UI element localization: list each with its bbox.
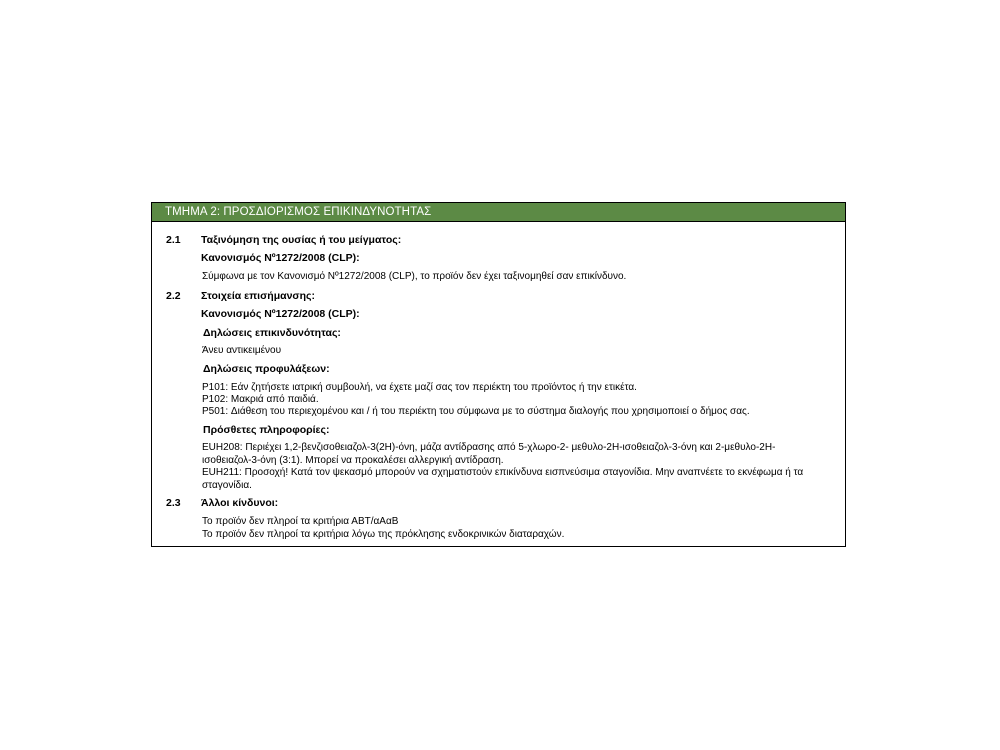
statement-euh208: EUH208: Περιέχει 1,2-βενζισοθειαζολ-3(2Η)-όνη, μάζα αντίδρασης από 5-χλωρο-2- μεθυλο-2Η-ισοθειαζολ-3-όνη και 2-μεθυλο-2Η-ισοθειαζολ-3-όνη (3:1). Μπορεί να προκαλέσει αλλεργική αντίδραση.	[202, 442, 776, 466]
statement-p102: P102: Μακριά από παιδιά.	[202, 394, 319, 405]
statement-p101: P101: Εάν ζητήσετε ιατρική συμβουλή, να έχετε μαζί σας τον περιέκτη του προϊόντος ή την ετικέτα.	[202, 382, 637, 393]
statement-p501: P501: Διάθεση του περιεχομένου και / ή του περιέκτη του σύμφωνα με το σύστημα διαλογής που χρησιμοποιεί ο δήμος σας.	[202, 406, 750, 417]
heading-other-hazards: Άλλοι κίνδυνοι:	[201, 497, 279, 509]
other-hazards-line-1: Το προϊόν δεν πληροί τα κριτήρια ΑΒΤ/αΑαΒ	[202, 516, 399, 527]
hazard-statements-text: Άνευ αντικειμένου	[202, 345, 282, 356]
section-title: ΤΜΗΜΑ 2: ΠΡΟΣΔΙΟΡΙΣΜΟΣ ΕΠΙΚΙΝΔΥΝΟΤΗΤΑΣ	[152, 203, 845, 222]
section-number-2-2: 2.2	[166, 290, 181, 302]
additional-info-heading: Πρόσθετες πληροφορίες:	[203, 424, 330, 436]
section-number-2-3: 2.3	[166, 497, 181, 509]
section-number-2-1: 2.1	[166, 234, 181, 246]
classification-text: Σύμφωνα με τον Κανονισμό Nº1272/2008 (CLP), το προϊόν δεν έχει ταξινομηθεί σαν επικίνδυνο.	[202, 271, 627, 282]
heading-label-elements: Στοιχεία επισήμανσης:	[201, 290, 315, 302]
other-hazards-line-2: Το προϊόν δεν πληροί τα κριτήρια λόγω της πρόκλησης ενδοκρινικών διαταραχών.	[202, 529, 565, 540]
sds-section-2	[151, 202, 846, 547]
regulation-label-2: Κανονισμός Nº1272/2008 (CLP):	[201, 308, 360, 320]
precautionary-statements-heading: Δηλώσεις προφυλάξεων:	[203, 363, 330, 375]
regulation-label-1: Κανονισμός Nº1272/2008 (CLP):	[201, 252, 360, 264]
heading-classification: Ταξινόμηση της ουσίας ή του μείγματος:	[201, 234, 402, 246]
hazard-statements-heading: Δηλώσεις επικινδυνότητας:	[203, 327, 341, 339]
statement-euh211: EUH211: Προσοχή! Κατά τον ψεκασμό μπορούν να σχηματιστούν επικίνδυνα εισπνεύσιμα σταγονίδια. Μην αναπνέετε το εκνέφωμα ή τα σταγονίδια.	[202, 467, 804, 491]
